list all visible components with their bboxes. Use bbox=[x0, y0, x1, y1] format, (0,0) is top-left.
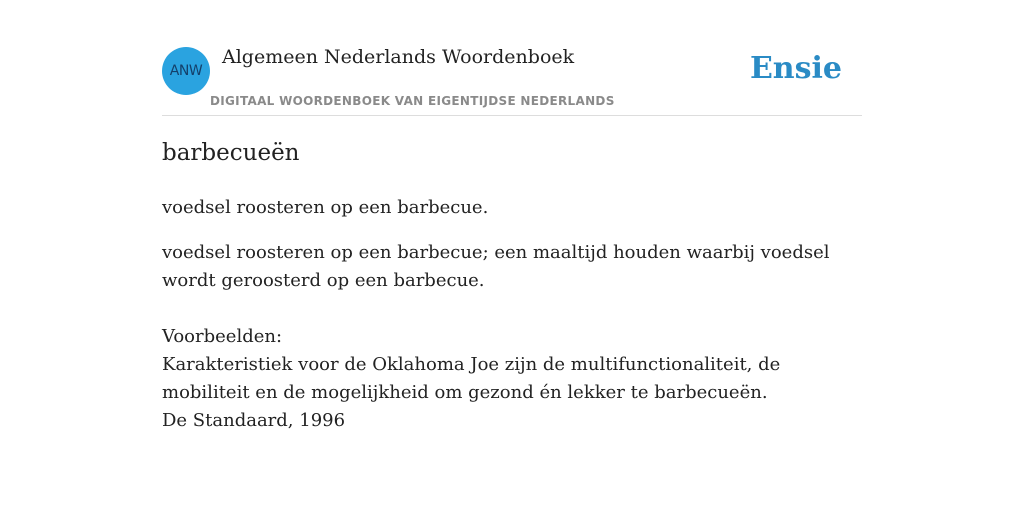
dictionary-title: Algemeen Nederlands Woordenboek bbox=[222, 46, 575, 68]
spacer bbox=[162, 295, 862, 323]
dictionary-subtitle: DIGITAAL WOORDENBOEK VAN EIGENTIJDSE NEDERLANDS bbox=[210, 94, 615, 108]
examples-label: Voorbeelden: bbox=[162, 326, 283, 347]
headword: barbecueën bbox=[162, 140, 300, 166]
dictionary-card bbox=[162, 0, 862, 512]
ensie-brand: Ensie bbox=[749, 51, 842, 86]
long-definition: voedsel roosteren op een barbecue; een maaltijd houden waarbij voedsel wordt geroosterd op een barbecue. bbox=[162, 242, 830, 291]
example-text: Karakteristiek voor de Oklahoma Joe zijn de multifunctionaliteit, de mobiliteit en de mogelijkheid om gezond én lekker te barbecueën. bbox=[162, 354, 781, 403]
anw-logo-text: ANW bbox=[169, 63, 203, 79]
header-divider bbox=[162, 115, 862, 116]
short-definition: voedsel roosteren op een barbecue. bbox=[162, 197, 489, 218]
anw-logo bbox=[162, 47, 210, 95]
definition-block bbox=[162, 239, 862, 435]
example-source: De Standaard, 1996 bbox=[162, 410, 346, 431]
